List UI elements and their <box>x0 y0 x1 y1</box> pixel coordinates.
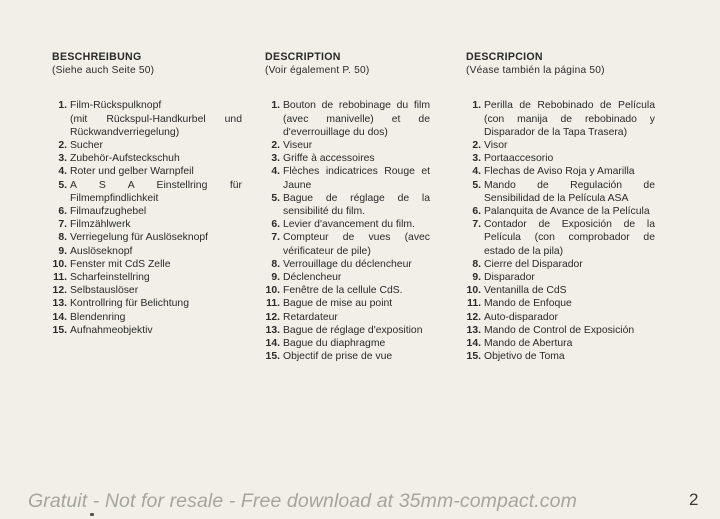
item-text: Verrouillage du déclencheur <box>283 258 412 270</box>
item-text: Mando de Abertura <box>484 338 573 350</box>
item-text: Kontrollring für Belichtung <box>70 298 189 310</box>
list-item <box>52 271 242 284</box>
item-text: Bague du diaphragme <box>283 338 386 350</box>
list-item <box>265 324 430 337</box>
list-item <box>265 139 430 152</box>
item-text: Verriegelung für Auslöseknopf <box>70 232 209 244</box>
item-text: Scharfeinstellring <box>70 272 150 284</box>
list-item <box>52 258 242 271</box>
list-item <box>466 165 655 178</box>
list-item <box>52 179 242 205</box>
item-number: 7. <box>271 232 280 244</box>
column-spanish <box>466 51 655 363</box>
column-heading: DESCRIPTION <box>265 51 341 63</box>
list-item <box>265 350 430 363</box>
item-text: Ventanilla de CdS <box>484 285 567 297</box>
item-number: 3. <box>472 153 481 165</box>
item-number: 9. <box>271 272 280 284</box>
item-number: 9. <box>472 272 481 284</box>
item-text: Film-Rückspulknopf (mit Rückspul-Handkurbel und Rückwandverriegelung) <box>70 100 242 138</box>
item-number: 6. <box>271 219 280 231</box>
list-item <box>265 192 430 218</box>
list-item <box>466 311 655 324</box>
item-text: Flèches indicatrices Rouge et Jaune <box>283 166 430 191</box>
list-item <box>466 218 655 258</box>
item-text: Auslöseknopf <box>70 245 133 257</box>
item-number: 4. <box>472 166 481 178</box>
item-number: 10. <box>52 258 67 270</box>
item-text: Compteur de vues (avec vérificateur de pile) <box>283 232 430 257</box>
list-item <box>466 350 655 363</box>
item-text: Bague de réglage d'exposition <box>283 324 423 336</box>
item-text: Objectif de prise de vue <box>283 351 393 363</box>
item-text: Bague de mise au point <box>283 298 393 310</box>
column-french <box>265 51 430 363</box>
item-number: 3. <box>58 153 67 165</box>
item-number: 14. <box>52 311 67 323</box>
item-number: 2. <box>58 140 67 152</box>
item-number: 7. <box>58 219 67 231</box>
item-text: Cierre del Disparador <box>484 258 583 270</box>
print-mark <box>90 513 94 516</box>
item-number: 14. <box>265 338 280 350</box>
parts-list <box>265 99 430 363</box>
item-number: 1. <box>271 100 280 112</box>
item-text: Zubehör-Aufsteckschuh <box>70 153 180 165</box>
list-item <box>265 99 430 139</box>
list-item <box>52 324 242 337</box>
column-subheading: (Voir également P. 50) <box>265 65 370 77</box>
item-number: 11. <box>467 298 481 310</box>
list-item <box>52 231 242 244</box>
column-heading: BESCHREIBUNG <box>52 51 142 63</box>
page-number: 2 <box>689 490 699 509</box>
item-text: Flechas de Aviso Roja y Amarilla <box>484 166 635 178</box>
list-item <box>52 297 242 310</box>
list-item <box>265 152 430 165</box>
list-item <box>265 218 430 231</box>
list-item <box>466 139 655 152</box>
watermark-footer: Gratuit - Not for resale - Free download at 35mm-compact.com <box>28 490 577 512</box>
item-number: 5. <box>58 179 67 191</box>
list-item <box>52 165 242 178</box>
item-number: 5. <box>472 179 481 191</box>
item-number: 14. <box>466 338 481 350</box>
column-subheading: (Véase también la página 50) <box>466 65 605 77</box>
list-item <box>52 245 242 258</box>
item-number: 12. <box>466 311 481 323</box>
list-item <box>466 99 655 139</box>
list-item <box>466 297 655 310</box>
item-number: 8. <box>271 258 280 270</box>
list-item <box>466 179 655 205</box>
list-item <box>466 284 655 297</box>
item-number: 1. <box>58 100 67 112</box>
item-text: Retardateur <box>283 311 338 323</box>
column-heading: DESCRIPCION <box>466 51 543 63</box>
list-item <box>52 99 242 139</box>
parts-list <box>52 99 242 337</box>
item-text: Viseur <box>283 140 313 152</box>
item-number: 5. <box>271 192 280 204</box>
item-text: Contador de Exposición de la Película (con comprobador de estado de la pila) <box>484 219 655 257</box>
item-number: 15. <box>52 324 67 336</box>
item-number: 11. <box>266 298 280 310</box>
item-text: Déclencheur <box>283 272 342 284</box>
item-text: Fenster mit CdS Zelle <box>70 258 171 270</box>
list-item <box>52 205 242 218</box>
list-item <box>466 324 655 337</box>
item-text: Filmaufzughebel <box>70 206 147 218</box>
list-item <box>466 205 655 218</box>
list-item <box>466 258 655 271</box>
item-text: Bouton de rebobinage du film (avec manivelle) et de d'everrouillage du dos) <box>283 100 430 138</box>
item-number: 2. <box>271 140 280 152</box>
item-number: 6. <box>472 206 481 218</box>
item-number: 11. <box>53 272 67 284</box>
item-number: 4. <box>271 166 280 178</box>
list-item <box>52 139 242 152</box>
item-number: 3. <box>271 153 280 165</box>
list-item <box>265 297 430 310</box>
item-text: Visor <box>484 140 508 152</box>
list-item <box>466 337 655 350</box>
item-text: A S A Einstellring für Filmempfindlichkeit <box>70 179 242 204</box>
item-text: Griffe à accessoires <box>283 153 375 165</box>
item-number: 8. <box>472 258 481 270</box>
item-text: Objetivo de Toma <box>484 351 565 363</box>
parts-list <box>466 99 655 363</box>
list-item <box>265 271 430 284</box>
item-number: 12. <box>52 285 67 297</box>
list-item <box>265 165 430 191</box>
item-number: 13. <box>52 298 67 310</box>
list-item <box>265 311 430 324</box>
item-number: 15. <box>265 351 280 363</box>
list-item <box>265 258 430 271</box>
item-text: Portaaccesorio <box>484 153 554 165</box>
item-number: 12. <box>265 311 280 323</box>
item-number: 2. <box>472 140 481 152</box>
item-text: Bague de réglage de la sensibilité du film. <box>283 192 430 218</box>
column-subheading: (Siehe auch Seite 50) <box>52 65 155 77</box>
item-text: Aufnahmeobjektiv <box>70 324 153 336</box>
list-item <box>466 271 655 284</box>
item-number: 13. <box>265 324 280 336</box>
item-number: 1. <box>472 100 481 112</box>
list-item <box>265 284 430 297</box>
item-text: Auto-disparador <box>484 311 558 323</box>
item-text: Sucher <box>70 140 103 152</box>
list-item <box>52 152 242 165</box>
item-text: Disparador <box>484 272 535 284</box>
item-text: Selbstauslöser <box>70 285 139 297</box>
list-item <box>265 337 430 350</box>
item-text: Mando de Regulación de Sensibilidad de la Película ASA <box>484 179 655 204</box>
item-text: Perilla de Rebobinado de Película (con manija de rebobinado y Disparador de la Tapa Trasera) <box>484 100 655 138</box>
list-item <box>265 231 430 257</box>
item-number: 6. <box>58 206 67 218</box>
item-number: 7. <box>472 219 481 231</box>
list-item <box>466 152 655 165</box>
item-number: 10. <box>265 285 280 297</box>
item-text: Levier d'avancement du film. <box>283 219 415 231</box>
item-number: 4. <box>58 166 67 178</box>
item-text: Mando de Control de Exposición <box>484 324 635 336</box>
item-text: Blendenring <box>70 311 126 323</box>
item-text: Mando de Enfoque <box>484 298 572 310</box>
item-number: 15. <box>466 351 481 363</box>
item-text: Palanquita de Avance de la Película <box>484 206 650 218</box>
list-item <box>52 218 242 231</box>
list-item <box>52 311 242 324</box>
list-item <box>52 284 242 297</box>
item-number: 13. <box>466 324 481 336</box>
item-number: 8. <box>58 232 67 244</box>
item-text: Roter und gelber Warnpfeil <box>70 166 194 178</box>
item-number: 10. <box>466 285 481 297</box>
column-german <box>52 51 242 337</box>
item-text: Fenêtre de la cellule CdS. <box>283 285 403 297</box>
item-text: Filmzählwerk <box>70 219 131 231</box>
item-number: 9. <box>58 245 67 257</box>
